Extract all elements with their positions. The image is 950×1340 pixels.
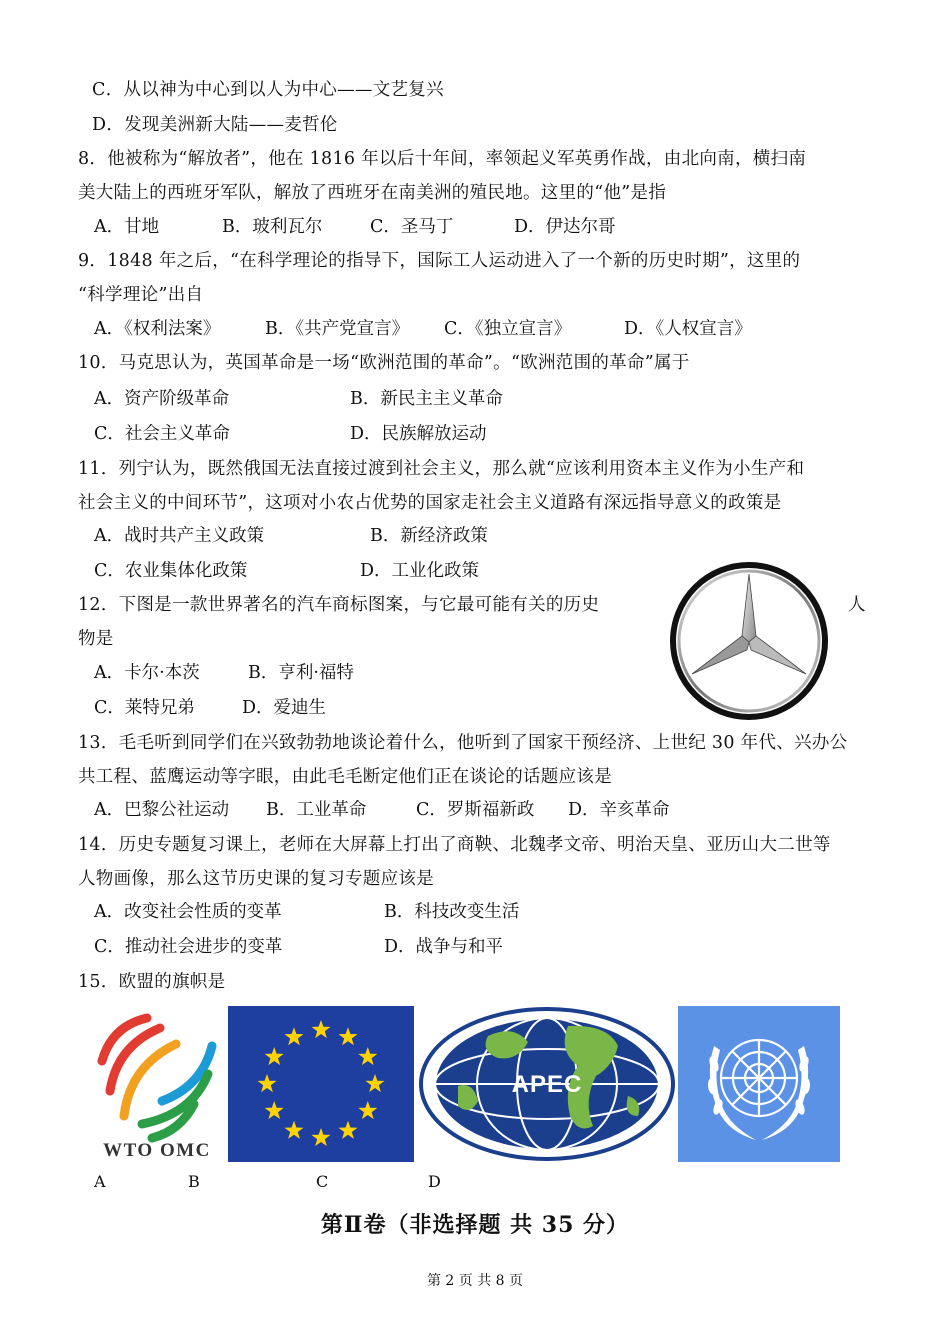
q9-option-d: D．《人权宣言》 bbox=[624, 319, 752, 339]
q10-option-d: D．民族解放运动 bbox=[350, 424, 487, 444]
q12-option-c: C．莱特兄弟 bbox=[94, 698, 195, 718]
q13-stem-line2: 共工程、蓝鹰运动等字眼，由此毛毛断定他们正在谈论的话题应该是 bbox=[78, 767, 612, 787]
q11-option-d: D．工业化政策 bbox=[360, 561, 480, 581]
q12-stem-line1-end: 人 bbox=[848, 595, 866, 615]
q8-option-c: C．圣马丁 bbox=[370, 217, 454, 237]
q13-option-d: D．辛亥革命 bbox=[568, 800, 670, 820]
q13-option-c: C．罗斯福新政 bbox=[416, 800, 535, 820]
q14-stem-line1: 14．历史专题复习课上，老师在大屏幕上打出了商鞅、北魏孝文帝、明治天皇、亚历山大二世等 bbox=[78, 835, 831, 855]
q11-option-c: C．农业集体化政策 bbox=[94, 561, 248, 581]
q11-option-b: B．新经济政策 bbox=[370, 526, 488, 546]
q14-option-b: B．科技改变生活 bbox=[384, 902, 520, 922]
wto-logo-text: WTO OMC bbox=[103, 1140, 211, 1161]
q12-stem-line2: 物是 bbox=[78, 629, 114, 649]
q8-option-d: D．伊达尔哥 bbox=[514, 217, 616, 237]
q9-option-b: B．《共产党宣言》 bbox=[265, 319, 410, 339]
q14-option-c: C．推动社会进步的变革 bbox=[94, 937, 283, 957]
q14-option-a: A．改变社会性质的变革 bbox=[94, 902, 282, 922]
q13-option-a: A．巴黎公社运动 bbox=[94, 800, 230, 820]
q11-stem-line1: 11．列宁认为，既然俄国无法直接过渡到社会主义，那么就“应该利用资本主义作为小生产和 bbox=[78, 459, 805, 479]
q8-stem-line2: 美大陆上的西班牙军队，解放了西班牙在南美洲的殖民地。这里的“他”是指 bbox=[78, 183, 667, 203]
q8-option-a: A．甘地 bbox=[94, 217, 160, 237]
q8-stem-line1: 8．他被称为“解放者”，他在 1816 年以后十年间，率领起义军英勇作战，由北向南，横扫南 bbox=[78, 149, 807, 169]
q15-stem: 15．欧盟的旗帜是 bbox=[78, 972, 226, 992]
q9-option-a: A．《权利法案》 bbox=[94, 319, 221, 339]
q14-stem-line2: 人物画像，那么这节历史课的复习专题应该是 bbox=[78, 869, 434, 889]
q11-stem-line2: 社会主义的中间环节”，这项对小农占优势的国家走社会主义道路有深远指导意义的政策是 bbox=[78, 493, 782, 513]
apec-logo-image bbox=[418, 1006, 676, 1162]
q8-option-b: B．玻利瓦尔 bbox=[222, 217, 323, 237]
q10-option-c: C．社会主义革命 bbox=[94, 424, 230, 444]
q9-stem-line1: 9．1848 年之后，“在科学理论的指导下，国际工人运动进入了一个新的历史时期”，这里的 bbox=[78, 251, 801, 271]
q12-stem-line1: 12．下图是一款世界著名的汽车商标图案，与它最可能有关的历史 bbox=[78, 595, 600, 615]
q10-stem: 10．马克思认为，英国革命是一场“欧洲范围的革命”。“欧洲范围的革命”属于 bbox=[78, 353, 690, 373]
wto-logo-image bbox=[92, 1006, 222, 1162]
q15-label-b: B bbox=[188, 1172, 200, 1191]
q13-option-b: B．工业革命 bbox=[266, 800, 367, 820]
q10-option-a: A．资产阶级革命 bbox=[94, 389, 230, 409]
apec-logo-text: APEC bbox=[511, 1071, 583, 1098]
q13-stem-line1: 13．毛毛听到同学们在兴致勃勃地谈论着什么，他听到了国家干预经济、上世纪 30 年代、兴办公 bbox=[78, 733, 848, 753]
q15-label-c: C bbox=[316, 1172, 329, 1191]
q12-option-b: B．亨利·福特 bbox=[248, 663, 354, 683]
q14-option-d: D．战争与和平 bbox=[384, 937, 504, 957]
q7-option-c: C．从以神为中心到以人为中心——文艺复兴 bbox=[92, 80, 444, 100]
q12-option-d: D．爱迪生 bbox=[242, 698, 327, 718]
mercedes-logo-image bbox=[666, 560, 832, 722]
q15-label-d: D bbox=[428, 1172, 441, 1191]
q12-option-a: A．卡尔·本茨 bbox=[94, 663, 200, 683]
q7-option-d: D．发现美洲新大陆——麦哲伦 bbox=[92, 115, 338, 135]
q11-option-a: A．战时共产主义政策 bbox=[94, 526, 265, 546]
un-flag-image bbox=[678, 1006, 840, 1162]
section-title: 第Ⅱ卷（非选择题 共 35 分） bbox=[320, 1212, 630, 1238]
q10-option-b: B．新民主主义革命 bbox=[350, 389, 503, 409]
q9-option-c: C．《独立宣言》 bbox=[444, 319, 572, 339]
q15-label-a: A bbox=[94, 1172, 106, 1191]
page-footer: 第 2 页 共 8 页 bbox=[426, 1273, 524, 1289]
q9-stem-line2: “科学理论”出自 bbox=[78, 285, 204, 305]
eu-flag-image bbox=[228, 1006, 414, 1162]
